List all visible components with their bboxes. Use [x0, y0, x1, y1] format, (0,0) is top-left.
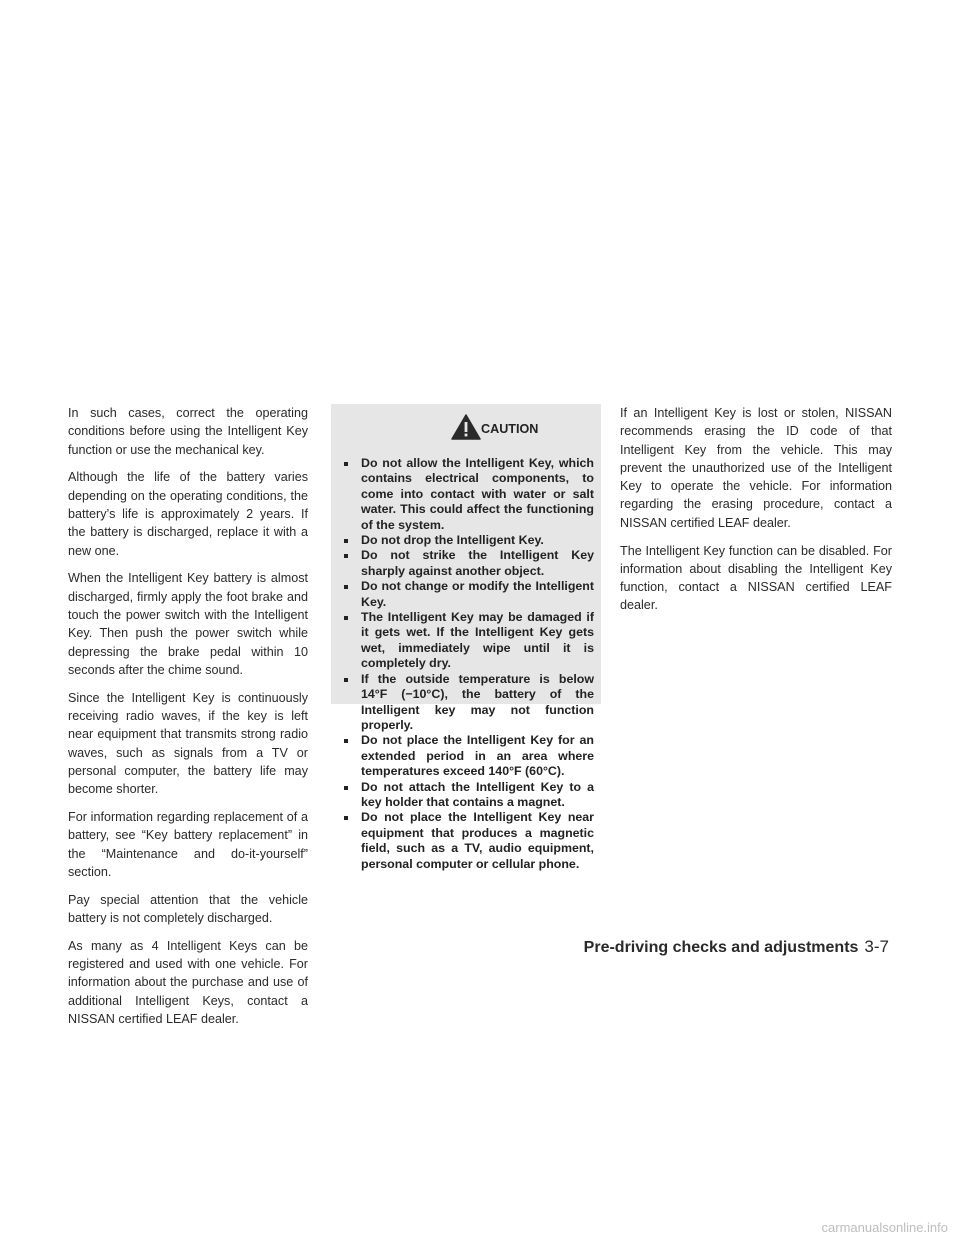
caution-box	[331, 404, 601, 871]
page-footer	[584, 937, 889, 957]
paragraph: The Intelligent Key function can be disabled. For information about disabling the Intelligent Key function, contact a NISSAN certified LEAF dealer.	[620, 543, 892, 613]
caution-item: The Intelligent Key may be damaged if it gets wet. If the Intelligent Key gets wet, immediately wipe until it is completely dry.	[339, 610, 594, 672]
body-column-left	[68, 404, 308, 1038]
paragraph: When the Intelligent Key battery is almost discharged, firmly apply the foot brake and touch the power switch with the Intelligent Key. Then push the power switch while depressing the brake pedal within 10 seconds after the chime sound.	[68, 571, 308, 677]
paragraph: For information regarding replacement of a battery, see “Key battery replacement” in the “Maintenance and do-it-yourself” section.	[68, 809, 308, 879]
caution-item: Do not place the Intelligent Key near equipment that produces a magnetic field, such as a TV, audio equipment, personal computer or cellular phone.	[339, 810, 594, 872]
section-title: Pre-driving checks and adjustments	[583, 939, 859, 956]
caution-item: Do not allow the Intelligent Key, which contains electrical components, to come into contact with water or salt water. This could affect the functioning of the system.	[339, 456, 594, 533]
caution-list	[331, 456, 601, 872]
paragraph: If an Intelligent Key is lost or stolen, NISSAN recommends erasing the ID code of that Intelligent Key from the vehicle. This may prevent the unauthorized use of the Intelligent Key to operate the vehicle. For information regarding the erasing procedure, contact a NISSAN certified LEAF dealer.	[620, 406, 892, 530]
caution-header	[331, 404, 601, 456]
paragraph: In such cases, correct the operating conditions before using the Intelligent Key function or use the mechanical key.	[68, 406, 308, 457]
caution-item: Do not attach the Intelligent Key to a key holder that contains a magnet.	[339, 780, 594, 811]
paragraph: Pay special attention that the vehicle battery is not completely discharged.	[68, 892, 308, 925]
paragraph: As many as 4 Intelligent Keys can be registered and used with one vehicle. For information about the purchase and use of additional Intelligent Keys, contact a NISSAN certified LEAF dealer.	[68, 938, 308, 1026]
body-column-right	[620, 404, 892, 624]
paragraph: Since the Intelligent Key is continuously receiving radio waves, if the key is left near equipment that transmits strong radio waves, such as signals from a TV or personal computer, the battery life may become shorter.	[68, 690, 308, 797]
caution-title: CAUTION	[481, 422, 539, 436]
watermark: carmanualsonline.info	[821, 1220, 948, 1235]
caution-item: If the outside temperature is below 14°F (−10°C), the battery of the Intelligent key may not function properly.	[339, 672, 594, 734]
paragraph: Although the life of the battery varies depending on the operating conditions, the battery’s life is approximately 2 years. If the battery is discharged, replace it with a new one.	[68, 470, 308, 558]
caution-item: Do not place the Intelligent Key for an extended period in an area where temperatures exceed 140°F (60°C).	[339, 733, 594, 779]
page-number: 3-7	[864, 937, 889, 956]
warning-triangle-icon	[451, 414, 481, 440]
caution-item: Do not strike the Intelligent Key sharply against another object.	[339, 548, 594, 579]
caution-item: Do not drop the Intelligent Key.	[339, 533, 594, 548]
caution-item: Do not change or modify the Intelligent Key.	[339, 579, 594, 610]
